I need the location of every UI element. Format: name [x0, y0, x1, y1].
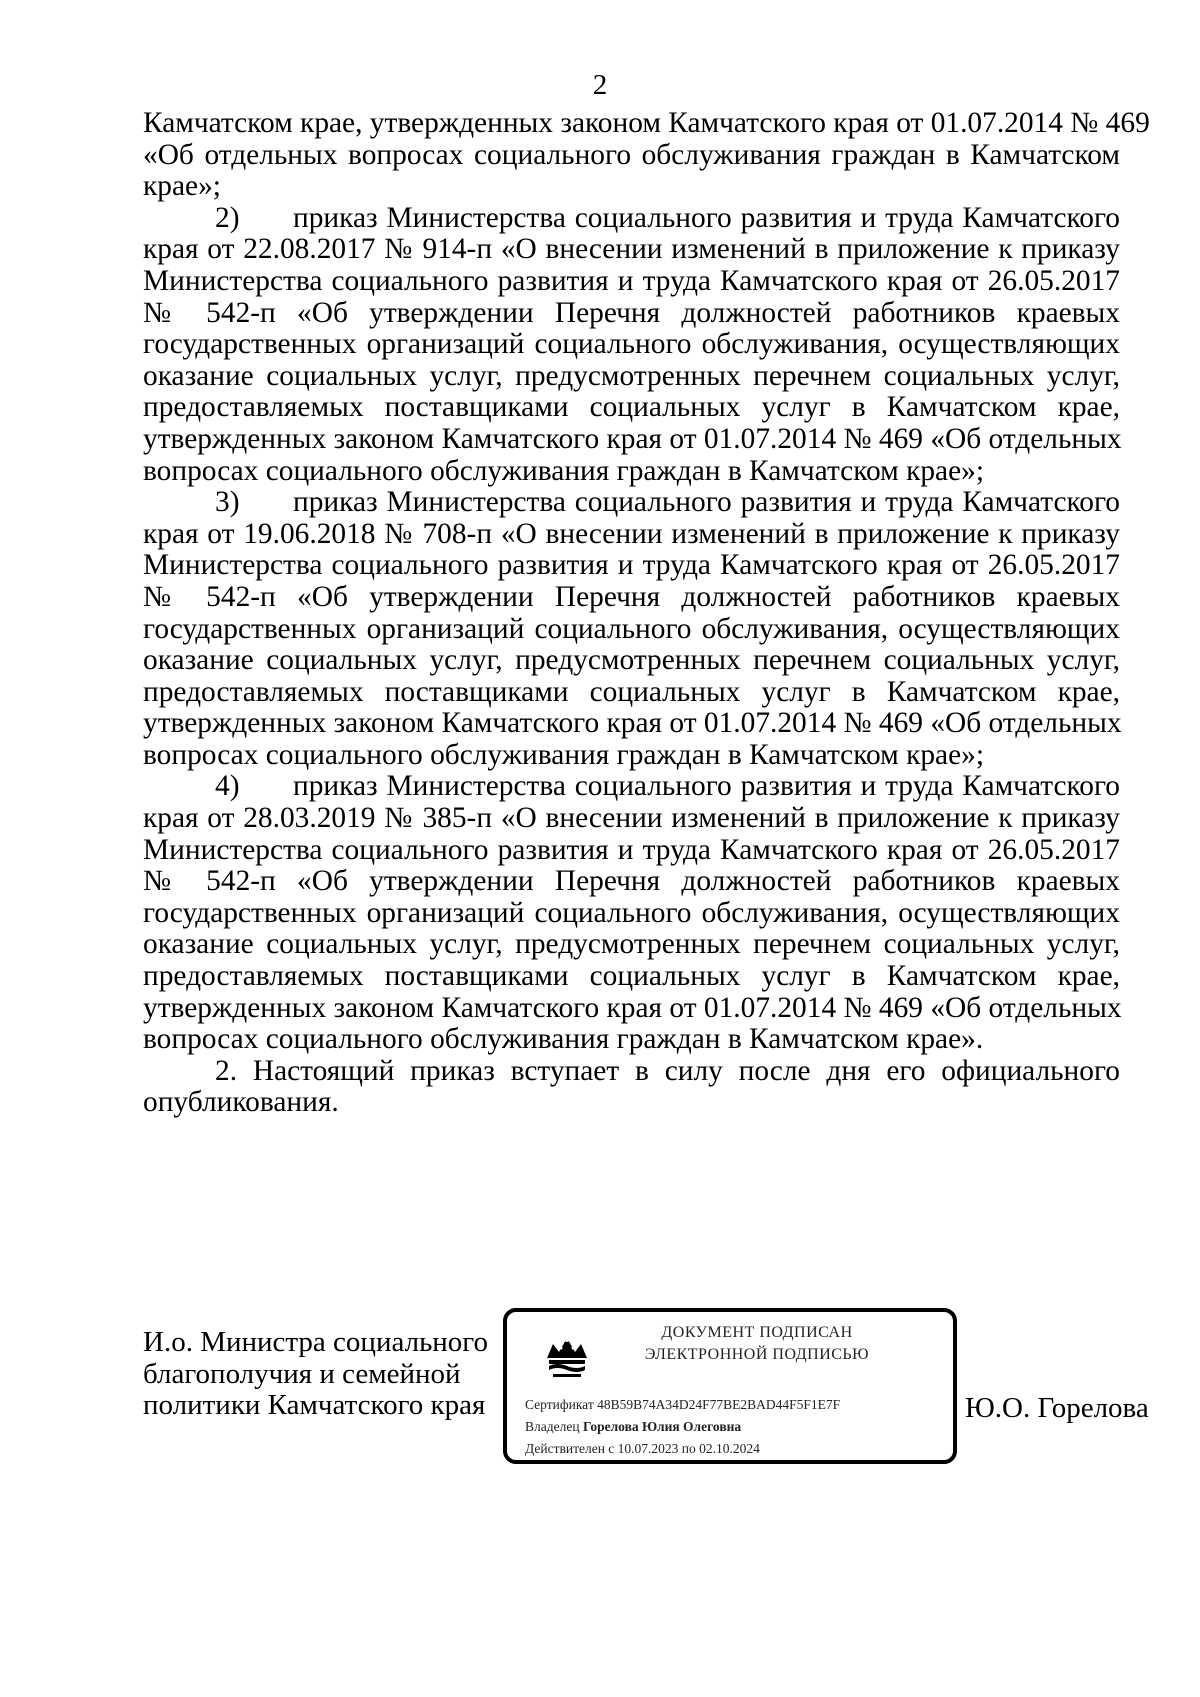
text-line — [143, 961, 1120, 993]
line-text: Камчатском крае, утвержденных законом Камчатского края от 01.07.2014 № 469 — [143, 107, 1150, 139]
line-text: вопросах социального обслуживания граждан в Камчатском крае». — [143, 1023, 984, 1056]
position-line: И.о. Министра социального — [143, 1326, 488, 1358]
list-item-first-line — [143, 771, 1120, 803]
text-line — [143, 1024, 1120, 1056]
line-text: вопросах социального обслуживания граждан в Камчатском крае»; — [143, 738, 985, 771]
text-line — [143, 171, 1120, 203]
line-text: Министерства социального развития и труда Камчатского края от 26.05.2017 — [143, 833, 1120, 866]
text-line — [143, 456, 1120, 488]
text-line — [143, 550, 1120, 582]
list-item-first-line — [143, 203, 1120, 235]
certificate-line: Сертификат 48B59B74A34D24F77BE2BAD44F5F1E7F — [525, 1397, 841, 1412]
text-line — [143, 929, 1120, 961]
text-line — [143, 329, 1120, 361]
text-line — [143, 266, 1120, 298]
text-line — [143, 740, 1120, 772]
line-text: оказание социальных услуг, предусмотренных перечнем социальных услуг, — [143, 928, 1120, 961]
text-line — [143, 803, 1120, 835]
owner-line: Владелец Горелова Юлия Олеговна — [525, 1419, 742, 1434]
coat-of-arms-icon — [543, 1334, 591, 1378]
line-text: «Об отдельных вопросах социального обслуживания граждан в Камчатском — [143, 138, 1120, 171]
line-text: края от 28.03.2019 № 385-п «О внесении изменений в приложение к приказу — [143, 802, 1120, 835]
line-text: приказ Министерства социального развития и труда Камчатского — [293, 770, 1120, 803]
line-text: приказ Министерства социального развития и труда Камчатского — [293, 486, 1120, 519]
line-text: вопросах социального обслуживания граждан в Камчатском крае»; — [143, 454, 985, 487]
text-line — [143, 835, 1120, 867]
text-line — [143, 866, 1120, 898]
stamp-title: ДОКУМЕНТ ПОДПИСАН ЭЛЕКТРОННОЙ ПОДПИСЬЮ — [644, 1324, 870, 1363]
item-number: 2) — [215, 201, 240, 234]
list-item-first-line — [143, 487, 1120, 519]
text-line — [143, 361, 1120, 393]
line-text: № 542-п «Об утверждении Перечня должностей работников краевых — [143, 580, 1120, 613]
line-text: края от 22.08.2017 № 914-п «О внесении изменений в приложение к приказу — [143, 233, 1120, 266]
line-text: опубликования. — [143, 1086, 339, 1119]
text-line — [143, 519, 1120, 551]
line-text: приказ Министерства социального развития и труда Камчатского — [293, 201, 1120, 234]
list-item-first-line — [143, 1056, 1120, 1088]
signatory-name: Ю.О. Горелова — [965, 1392, 1149, 1424]
line-text: государственных организаций социального обслуживания, осуществляющих — [143, 328, 1120, 361]
line-text: Министерства социального развития и труда Камчатского края от 26.05.2017 — [143, 264, 1120, 297]
line-text: оказание социальных услуг, предусмотренных перечнем социальных услуг, — [143, 359, 1120, 392]
line-text: предоставляемых поставщиками социальных услуг в Камчатском крае, — [143, 675, 1120, 708]
line-text: края от 19.06.2018 № 708-п «О внесении изменений в приложение к приказу — [143, 517, 1120, 550]
text-line — [143, 107, 1150, 140]
line-text: Министерства социального развития и труда Камчатского края от 26.05.2017 — [143, 549, 1120, 582]
line-text: № 542-п «Об утверждении Перечня должностей работников краевых — [143, 865, 1120, 898]
validity-line: Действителен с 10.07.2023 по 02.10.2024 — [525, 1441, 760, 1456]
electronic-signature-stamp — [503, 1308, 957, 1464]
line-text: государственных организаций социального обслуживания, осуществляющих — [143, 896, 1120, 929]
text-line — [143, 645, 1120, 677]
line-text: предоставляемых поставщиками социальных услуг в Камчатском крае, — [143, 960, 1120, 993]
line-text: утвержденных законом Камчатского края от 01.07.2014 № 469 «Об отдельных — [143, 707, 1122, 740]
text-line — [143, 708, 1120, 740]
text-line — [143, 1087, 1120, 1119]
text-line — [143, 993, 1120, 1025]
text-line — [143, 898, 1120, 930]
text-line — [143, 614, 1120, 646]
line-text: утвержденных законом Камчатского края от 01.07.2014 № 469 «Об отдельных — [143, 991, 1122, 1024]
line-text: крае»; — [143, 170, 221, 203]
text-line — [143, 392, 1120, 424]
item-number: 3) — [215, 486, 240, 519]
line-text: оказание социальных услуг, предусмотренных перечнем социальных услуг, — [143, 644, 1120, 677]
page-number: 2 — [592, 69, 608, 101]
text-line — [143, 424, 1120, 456]
position-line: политики Камчатского края — [143, 1389, 486, 1422]
line-text: № 542-п «Об утверждении Перечня должностей работников краевых — [143, 296, 1120, 329]
text-line — [143, 234, 1120, 266]
line-text: Настоящий приказ вступает в силу после дня его официального — [252, 1054, 1120, 1087]
document-body — [143, 107, 1150, 1119]
line-text: утвержденных законом Камчатского края от 01.07.2014 № 469 «Об отдельных — [143, 422, 1122, 455]
text-line — [143, 677, 1120, 709]
line-text: государственных организаций социального обслуживания, осуществляющих — [143, 612, 1120, 645]
item-number: 4) — [215, 770, 240, 803]
text-line — [143, 298, 1120, 330]
line-text: предоставляемых поставщиками социальных услуг в Камчатском крае, — [143, 391, 1120, 424]
position-line: благополучия и семейной — [143, 1357, 461, 1390]
text-line — [143, 140, 1120, 172]
item-number: 2. — [215, 1054, 238, 1087]
signatory-position — [143, 1327, 503, 1422]
text-line — [143, 582, 1120, 614]
